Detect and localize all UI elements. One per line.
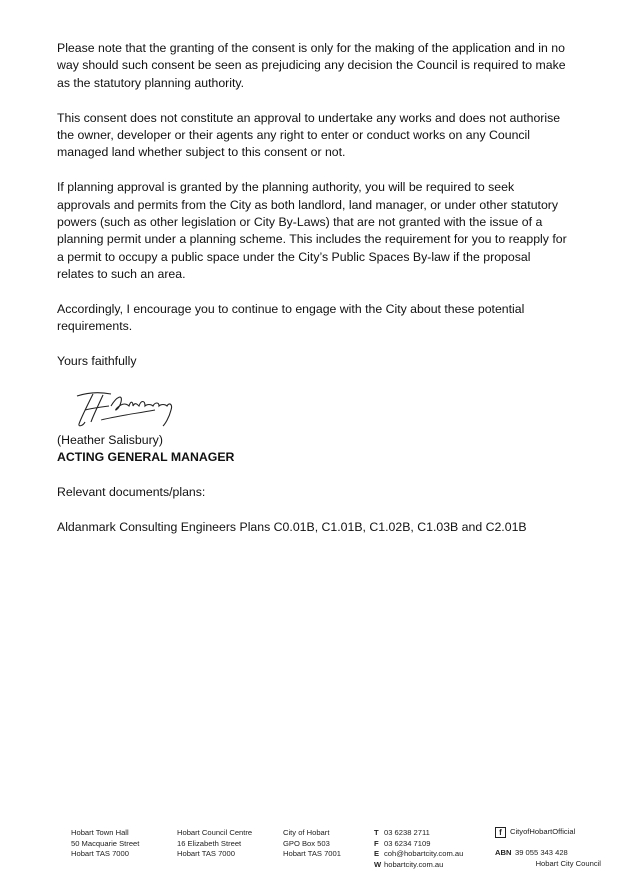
spacer xyxy=(495,838,601,848)
footer-line: Hobart TAS 7000 xyxy=(71,849,129,858)
footer-line: Hobart TAS 7000 xyxy=(177,849,235,858)
contact-key: E xyxy=(374,849,380,858)
footer-phone xyxy=(374,828,463,839)
footer-contact xyxy=(374,828,463,870)
entity-name: Hobart City Council xyxy=(535,858,601,868)
paragraph-no-approval: This consent does not constitute an approval to undertake any works and does not authorise the owner, developer or their agents any right to enter or conduct works on any Council managed land whether subject to this consent or not. xyxy=(57,110,561,160)
footer-postal xyxy=(283,828,341,860)
email-link[interactable]: coh@hobartcity.com.au xyxy=(384,849,464,858)
signature-image xyxy=(71,386,181,430)
website-link[interactable]: hobartcity.com.au xyxy=(384,859,444,869)
documents-label: Relevant documents/plans: xyxy=(57,485,206,500)
abn-line xyxy=(495,848,601,859)
footer-web[interactable] xyxy=(374,860,463,871)
paragraph-permits: If planning approval is granted by the planning authority, you will be required to seek approvals and permits from the City as both landlord, land manager, or under other statutory powers (such as other legislation or City By-Laws) that are not granted with the issue of a planning permit under a planning scheme. This includes the requirement for you to reapply for a permit to occupy a public space under the City’s Public Spaces By-law if the proposal relates to such an area. xyxy=(57,180,567,282)
facebook-handle[interactable]: CityofHobartOfficial xyxy=(510,827,576,836)
letter-body xyxy=(57,40,567,554)
contact-value: 03 6234 7109 xyxy=(384,838,431,848)
facebook-icon: f xyxy=(495,827,506,838)
contact-key: F xyxy=(374,838,379,848)
footer-social-abn xyxy=(495,827,601,869)
footer-line: City of Hobart xyxy=(283,828,330,837)
facebook-link[interactable] xyxy=(495,827,601,838)
contact-key: W xyxy=(374,859,382,869)
footer-council-centre xyxy=(177,828,252,860)
footer-line: GPO Box 503 xyxy=(283,838,330,848)
abn-value: 39 055 343 428 xyxy=(515,848,568,857)
footer-town-hall xyxy=(71,828,139,860)
footer-line: Hobart Town Hall xyxy=(71,828,129,837)
footer-line: Hobart Council Centre xyxy=(177,828,253,837)
signature-block xyxy=(57,386,567,467)
paragraph-consent-scope: Please note that the granting of the consent is only for the making of the application and in no way should such consent be seen as prejudicing any decision the Council is required to make as the statutory planning authority. xyxy=(57,41,566,90)
footer-email[interactable] xyxy=(374,849,463,860)
letterhead-footer xyxy=(71,828,601,872)
footer-line: Hobart TAS 7001 xyxy=(283,849,341,858)
abn-label: ABN xyxy=(495,848,512,857)
footer-line: 50 Macquarie Street xyxy=(71,838,140,848)
signatory-name: (Heather Salisbury) xyxy=(57,433,163,448)
contact-value: 03 6238 2711 xyxy=(384,828,430,837)
paragraph-engage: Accordingly, I encourage you to continue to engage with the City about these potential requirements. xyxy=(57,302,525,334)
closing: Yours faithfully xyxy=(57,354,137,369)
contact-key: T xyxy=(374,828,379,837)
documents-list: Aldanmark Consulting Engineers Plans C0.01B, C1.01B, C1.02B, C1.03B and C2.01B xyxy=(57,520,527,535)
signatory-title: ACTING GENERAL MANAGER xyxy=(57,450,235,465)
footer-line: 16 Elizabeth Street xyxy=(177,838,242,848)
footer-fax xyxy=(374,839,463,850)
